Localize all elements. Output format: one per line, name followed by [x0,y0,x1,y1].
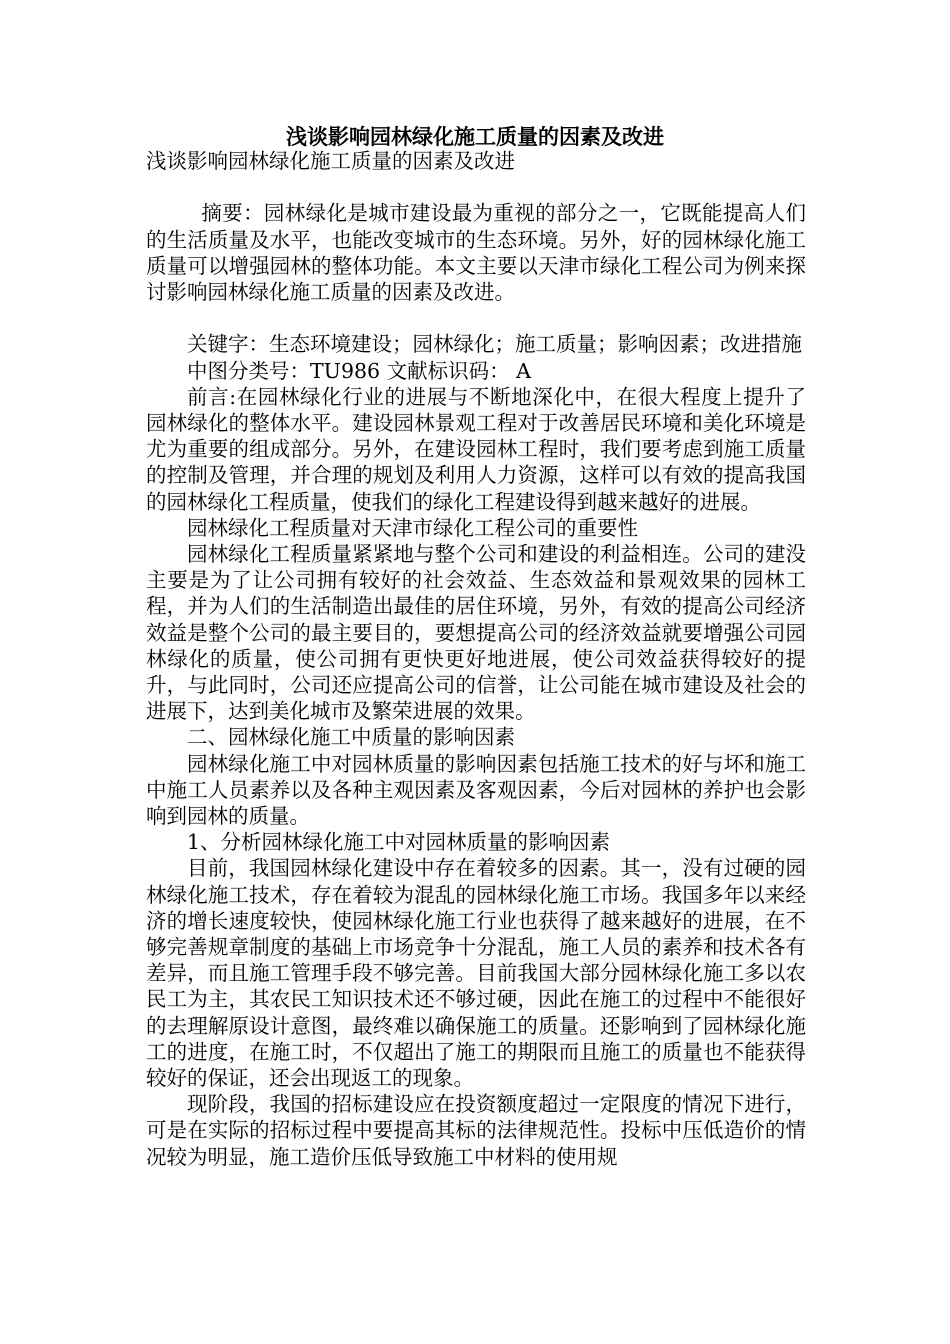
section-heading: 园林绿化工程质量对天津市绿化工程公司的重要性 [187,515,638,540]
blank-line [146,305,806,331]
preface-paragraph: 前言:在园林绿化行业的进展与不断地深化中，在很大程度上提升了园林绿化的整体水平。建设园林景观工程对于改善居民环境和美化环境是尤为重要的组成部分。另外，在建设园林工程时，我们要考虑到施工质量的控制及管理，并合理的规划及利用人力资源，这样可以有效的提高我国的园林绿化工程质量，使我们的绿化工程建设得到越来越好的进展。 [146,384,806,514]
document-subtitle: 浅谈影响园林绿化施工质量的因素及改进 [146,149,515,173]
classification-line: 中图分类号：TU986 文献标识码： A [187,358,531,383]
body-paragraph: 现阶段，我国的招标建设应在投资额度超过一定限度的情况下进行，可是在实际的招标过程中要提高其标的法律规范性。投标中压低造价的情况较为明显，施工造价压低导致施工中材料的使用规 [146,1092,806,1169]
document-body [146,148,806,1170]
abstract-paragraph: 摘要：园林绿化是城市建设最为重视的部分之一，它既能提高人们的生活质量及水平，也能改变城市的生态环境。另外，好的园林绿化施工质量可以增强园林的整体功能。本文主要以天津市绿化工程公司为例来探讨影响园林绿化施工质量的因素及改进。 [146,201,806,304]
blank-line [146,174,806,200]
body-paragraph: 园林绿化施工中对园林质量的影响因素包括施工技术的好与坏和施工中施工人员素养以及各种主观因素及客观因素，今后对园林的养护也会影响到园林的质量。 [146,751,806,829]
section-heading: 二、园林绿化施工中质量的影响因素 [187,725,515,750]
document-title: 浅谈影响园林绿化施工质量的因素及改进 [286,124,664,149]
body-paragraph: 目前，我国园林绿化建设中存在着较多的因素。其一，没有过硬的园林绿化施工技术，存在着较为混乱的园林绿化施工市场。我国多年以来经济的增长速度较快，使园林绿化施工行业也获得了越来越好的进展，在不够完善规章制度的基础上市场竞争十分混乱，施工人员的素养和技术各有差异，而且施工管理手段不够完善。目前我国大部分园林绿化施工多以农民工为主，其农民工知识技术还不够过硬，因此在施工的过程中不能很好的去理解原设计意图，最终难以确保施工的质量。还影响到了园林绿化施工的进度，在施工时，不仅超出了施工的期限而且施工的质量也不能获得较好的保证，还会出现返工的现象。 [146,856,806,1091]
subsection-heading: 1、分析园林绿化施工中对园林质量的影响因素 [187,830,611,855]
keywords-paragraph: 关键字：生态环境建设；园林绿化；施工质量；影响因素；改进措施 [187,332,802,357]
body-paragraph: 园林绿化工程质量紧紧地与整个公司和建设的利益相连。公司的建没主要是为了让公司拥有较好的社会效益、生态效益和景观效果的园林工程，并为人们的生活制造出最佳的居住环境，另外，有效的提高公司经济效益是整个公司的最主要目的，要想提高公司的经济效益就要增强公司园林绿化的质量，使公司拥有更快更好地进展，使公司效益获得较好的提升，与此同时，公司还应提高公司的信誉，让公司能在城市建设及社会的进展下，达到美化城市及繁荣进展的效果。 [146,542,806,724]
